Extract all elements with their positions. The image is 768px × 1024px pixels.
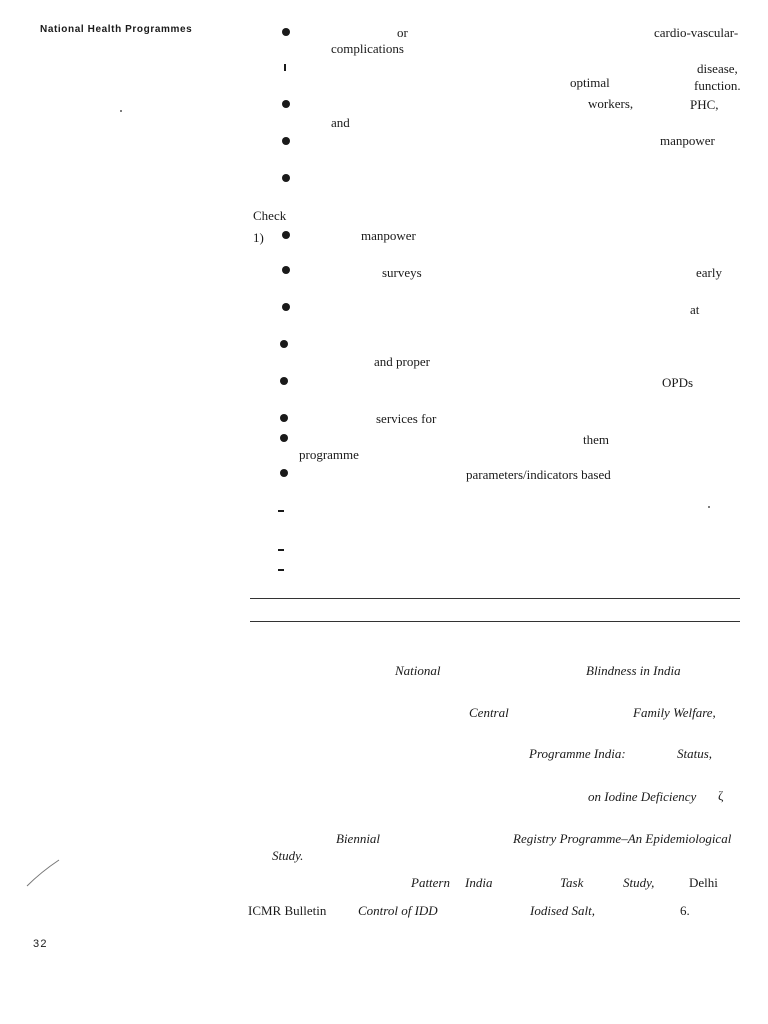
ref-registry: Registry Programme–An Epidemiological [513, 831, 732, 846]
bullet-point [282, 231, 290, 239]
text-fragment-them: them [583, 432, 609, 447]
dash-marker [278, 549, 284, 551]
ref-iodine: on Iodine Deficiency [588, 789, 697, 804]
text-fragment-services-for: services for [376, 411, 437, 426]
ref-task: Task [560, 875, 584, 890]
bracket-glyph: ζ [718, 788, 724, 803]
check-heading: Check [253, 208, 287, 223]
text-fragment-manpower: manpower [660, 133, 715, 148]
text-fragment-complications: complications [331, 41, 404, 56]
text-fragment-and-proper: and proper [374, 354, 430, 369]
bullet-point [280, 377, 288, 385]
item-number: 1) [253, 230, 264, 245]
text-fragment-optimal: optimal [570, 75, 610, 90]
text-fragment-and: and [331, 115, 350, 130]
text-fragment-manpower: manpower [361, 228, 416, 243]
margin-pen-mark [25, 858, 61, 888]
ref-pattern: Pattern [411, 875, 450, 890]
ref-family-welfare: Family Welfare, [633, 705, 716, 720]
ref-biennial: Biennial [336, 831, 381, 846]
bullet-point [280, 340, 288, 348]
bullet-point [282, 266, 290, 274]
text-fragment-cardio: cardio-vascular- [654, 25, 739, 40]
ref-programme-india: Programme India: [529, 746, 626, 761]
horizontal-rule [250, 621, 740, 622]
bullet-point [282, 100, 290, 108]
ref-study: Study, [623, 875, 655, 890]
text-fragment-early: early [696, 265, 722, 280]
ref-blindness: Blindness in India [586, 663, 681, 678]
ref-national: National [395, 663, 441, 678]
ref-study: Study. [272, 848, 304, 863]
text-fragment-phc: PHC, [690, 97, 719, 112]
dash-marker [278, 510, 284, 512]
page-number: 32 [33, 938, 48, 950]
dash-marker [278, 569, 284, 571]
bullet-point [282, 174, 290, 182]
text-fragment-parameters: parameters/indicators based [466, 467, 611, 482]
ref-volume: 6. [680, 903, 690, 918]
horizontal-rule [250, 598, 740, 599]
text-fragment-at: at [690, 302, 700, 317]
speck [708, 506, 710, 508]
list-marker [284, 64, 286, 71]
speck [120, 110, 122, 112]
running-header: National Health Programmes [40, 24, 193, 35]
text-fragment-programme: programme [299, 447, 359, 462]
ref-icmr-bulletin: ICMR Bulletin [248, 903, 327, 918]
text-fragment-or: or [397, 25, 408, 40]
ref-india: India [465, 875, 493, 890]
text-fragment-disease: disease, [697, 61, 738, 76]
text-fragment-function: function. [694, 78, 741, 93]
text-fragment-opds: OPDs [662, 375, 694, 390]
ref-status: Status, [677, 746, 713, 761]
ref-iodised-salt: Iodised Salt, [530, 903, 595, 918]
bullet-point [282, 303, 290, 311]
bullet-point [280, 414, 288, 422]
ref-central: Central [469, 705, 509, 720]
bullet-point [280, 434, 288, 442]
bullet-point [282, 137, 290, 145]
bullet-point [280, 469, 288, 477]
text-fragment-workers: workers, [588, 96, 634, 111]
text-fragment-surveys: surveys [382, 265, 422, 280]
bullet-point [282, 28, 290, 36]
ref-control-of-idd: Control of IDD [358, 903, 438, 918]
ref-delhi: Delhi [689, 875, 718, 890]
